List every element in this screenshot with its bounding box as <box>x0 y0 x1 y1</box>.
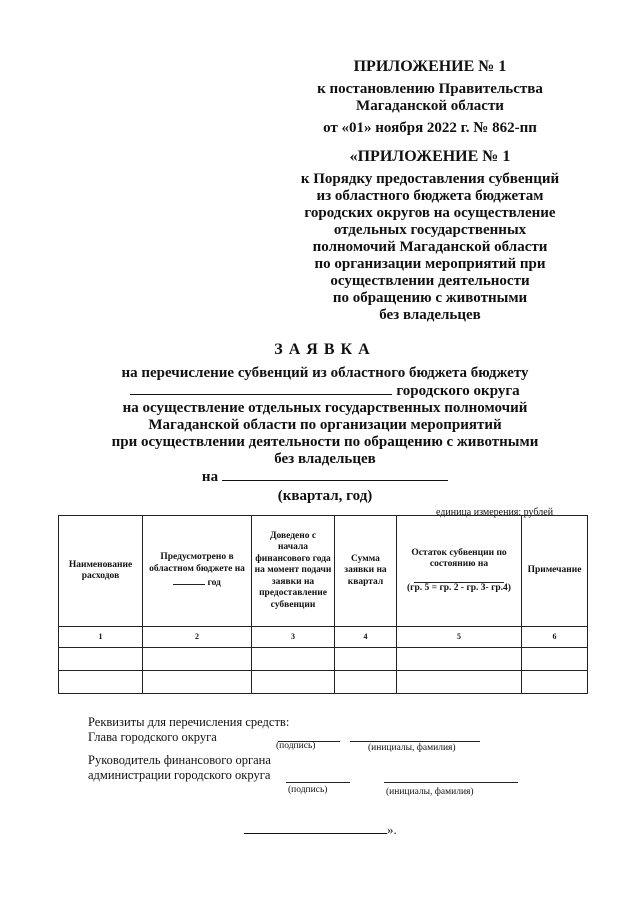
appendix-decree-block <box>300 58 560 137</box>
unit-label: единица измерения: рублей <box>436 507 554 518</box>
appendix-order-block <box>298 148 562 324</box>
table-row <box>59 627 588 648</box>
header-note: Примечание <box>522 516 588 627</box>
request-line: при осуществлении деятельности по обращению с животными <box>111 434 539 450</box>
table-cell <box>522 671 588 694</box>
fin-head-label: администрации городского округа <box>88 768 271 782</box>
table-row <box>59 671 588 694</box>
closing-quote: ». <box>387 822 397 837</box>
table-cell <box>252 648 335 671</box>
okrug-blank <box>130 382 392 395</box>
request-okrug-line <box>90 382 560 400</box>
closing-blank <box>244 823 387 834</box>
header-expense-name: Наименование расходов <box>59 516 143 627</box>
appendix-order-line: осуществлении деятельности <box>330 273 530 289</box>
appendix-order-line: по обращению с животными <box>332 290 528 306</box>
appendix-decree-line: Магаданской области <box>356 98 504 114</box>
request-period-line <box>90 468 560 486</box>
header-balance-formula: (гр. 5 = гр. 2 - гр. 3- гр.4) <box>407 582 511 593</box>
appendix-order-title: «ПРИЛОЖЕНИЕ № 1 <box>349 148 511 165</box>
header-balance-text: Остаток субвенции по состоянию на <box>411 547 507 570</box>
fin-signature-caption: (подпись) <box>288 785 328 795</box>
appendix-order-line: отдельных государственных <box>333 222 527 238</box>
table-cell <box>335 671 397 694</box>
table-cell <box>252 671 335 694</box>
requisites-label: Реквизиты для перечисления средств: <box>88 715 290 729</box>
header-planned-year: год <box>207 578 221 589</box>
table-cell <box>143 671 252 694</box>
appendix-order-line: без владельцев <box>379 307 481 323</box>
column-number: 3 <box>252 627 335 648</box>
table-header-row <box>59 516 588 627</box>
column-number: 1 <box>59 627 143 648</box>
table-cell <box>522 648 588 671</box>
appendix-order-line: по организации мероприятий при <box>314 256 546 272</box>
fin-signature-line <box>286 782 350 783</box>
appendix-decree-title: ПРИЛОЖЕНИЕ № 1 <box>353 58 507 75</box>
table-cell <box>397 671 522 694</box>
header-balance <box>397 516 522 627</box>
request-heading <box>90 341 560 505</box>
head-initials-caption: (инициалы, фамилия) <box>368 743 456 753</box>
request-okrug-label: городского округа <box>396 383 520 399</box>
request-line: без владельцев <box>274 451 376 467</box>
column-number: 2 <box>143 627 252 648</box>
column-number: 6 <box>522 627 588 648</box>
period-blank <box>222 468 448 481</box>
fin-head-label: Руководитель финансового органа <box>88 753 271 767</box>
table-row <box>59 648 588 671</box>
request-title: ЗАЯВКА <box>274 341 376 358</box>
head-label: Глава городского округа <box>88 730 217 744</box>
appendix-decree-line: к постановлению Правительства <box>317 81 543 97</box>
request-line: на осуществление отдельных государственных полномочий <box>122 400 528 416</box>
request-period-caption: (квартал, год) <box>277 488 373 504</box>
request-line: Магаданской области по организации мероприятий <box>148 417 502 433</box>
head-initials-line <box>350 741 480 742</box>
header-delivered: Доведено с начала финансового года на момент подачи заявки на предоставление субвенции <box>252 516 335 627</box>
request-line: на перечисление субвенций из областного бюджета бюджету <box>121 365 529 381</box>
appendix-order-line: городских округов на осуществление <box>304 205 556 221</box>
header-planned-text: Предусмотрено в областном бюджете на <box>149 552 245 574</box>
fin-initials-caption: (инициалы, фамилия) <box>386 787 474 797</box>
appendix-order-line: из областного бюджета бюджетам <box>316 188 544 204</box>
request-period-prefix: на <box>201 469 219 485</box>
request-table <box>58 515 588 694</box>
column-number: 4 <box>335 627 397 648</box>
closing-line <box>244 822 397 838</box>
table-cell <box>335 648 397 671</box>
table-cell <box>59 648 143 671</box>
fin-initials-line <box>384 782 518 783</box>
appendix-order-line: полномочий Магаданской области <box>312 239 548 255</box>
table-cell <box>143 648 252 671</box>
column-number: 5 <box>397 627 522 648</box>
header-request-sum: Сумма заявки на квартал <box>335 516 397 627</box>
date-blank <box>414 573 504 583</box>
header-planned <box>143 516 252 627</box>
appendix-order-line: к Порядку предоставления субвенций <box>300 171 560 187</box>
table-cell <box>397 648 522 671</box>
head-signature-caption: (подпись) <box>276 741 316 751</box>
appendix-decree-date: от «01» ноября 2022 г. № 862-пп <box>323 120 537 136</box>
table-cell <box>59 671 143 694</box>
year-blank <box>173 575 205 585</box>
